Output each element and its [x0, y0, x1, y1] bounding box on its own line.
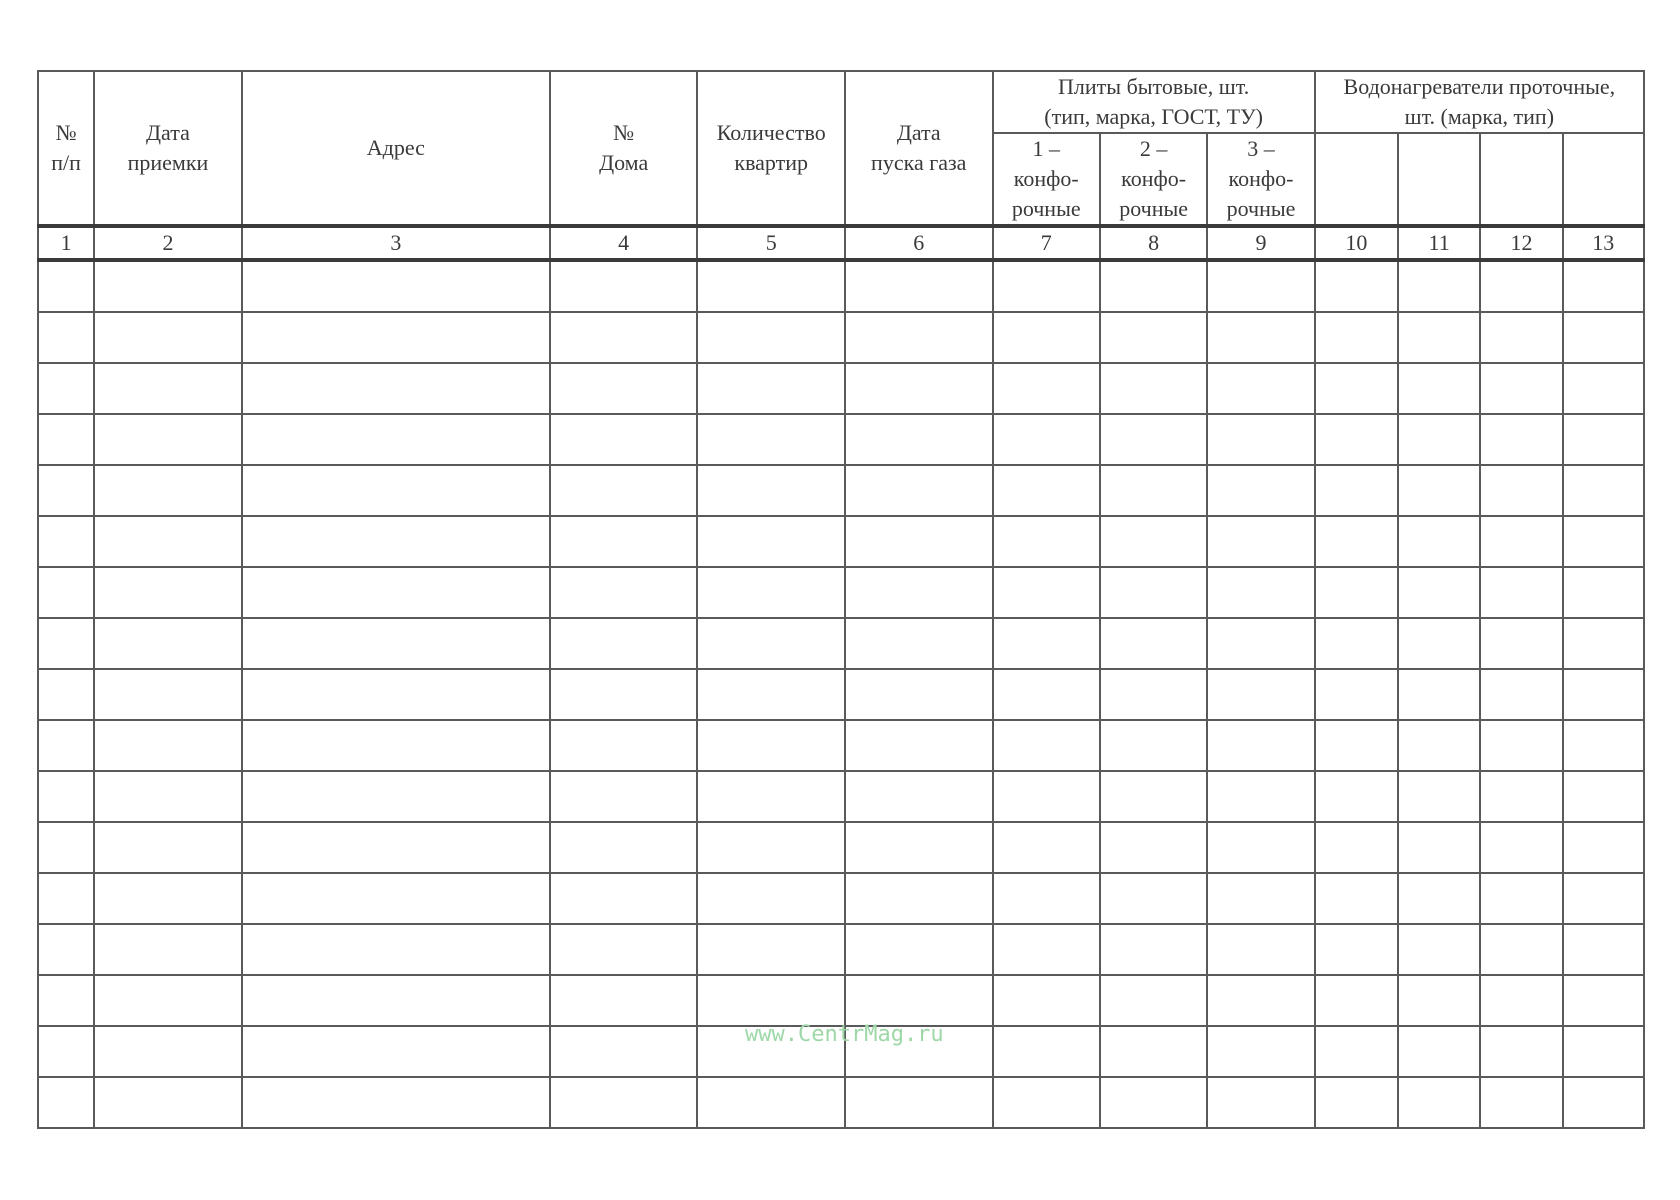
- table-cell[interactable]: [993, 414, 1100, 465]
- table-cell[interactable]: [1563, 312, 1644, 363]
- table-cell[interactable]: [94, 260, 242, 312]
- header-num-label: № п/п: [51, 120, 81, 175]
- table-cell[interactable]: [242, 516, 550, 567]
- table-cell[interactable]: [1315, 312, 1398, 363]
- table-cell[interactable]: [1207, 669, 1314, 720]
- table-cell[interactable]: [1480, 363, 1562, 414]
- table-cell[interactable]: [38, 873, 94, 924]
- table-cell[interactable]: [1100, 924, 1207, 975]
- table-cell[interactable]: [993, 363, 1100, 414]
- table-cell[interactable]: [1398, 1026, 1480, 1077]
- table-cell[interactable]: [845, 873, 993, 924]
- table-cell[interactable]: [1480, 516, 1562, 567]
- table-cell[interactable]: [845, 669, 993, 720]
- table-cell[interactable]: [1207, 260, 1314, 312]
- table-cell[interactable]: [993, 1026, 1100, 1077]
- header-stove-2: [1100, 133, 1207, 226]
- table-cell[interactable]: [1207, 771, 1314, 822]
- table-cell[interactable]: [1315, 822, 1398, 873]
- table-cell[interactable]: [697, 1026, 845, 1077]
- table-row: [38, 1026, 1644, 1077]
- table-cell[interactable]: [1315, 414, 1398, 465]
- table-cell[interactable]: [242, 771, 550, 822]
- table-cell[interactable]: [94, 618, 242, 669]
- table-cell[interactable]: [697, 567, 845, 618]
- table-cell[interactable]: [1480, 924, 1562, 975]
- table-row: [38, 414, 1644, 465]
- table-cell[interactable]: [1480, 260, 1562, 312]
- table-row: [38, 771, 1644, 822]
- table-cell[interactable]: [1398, 873, 1480, 924]
- table-cell[interactable]: [845, 516, 993, 567]
- table-cell[interactable]: [1100, 822, 1207, 873]
- table-cell[interactable]: [1563, 618, 1644, 669]
- header-num: [38, 71, 94, 226]
- table-cell[interactable]: [242, 975, 550, 1026]
- table-cell[interactable]: [1398, 363, 1480, 414]
- table-cell[interactable]: [1207, 363, 1314, 414]
- table-cell[interactable]: [993, 873, 1100, 924]
- table-cell[interactable]: [1480, 567, 1562, 618]
- table-cell[interactable]: [1480, 771, 1562, 822]
- table-cell[interactable]: [993, 465, 1100, 516]
- column-number: 6: [845, 226, 993, 260]
- header-stoves-group-label: Плиты бытовые, шт. (тип, марка, ГОСТ, ТУ): [1044, 74, 1263, 129]
- table-cell[interactable]: [1100, 1026, 1207, 1077]
- table-cell[interactable]: [550, 975, 698, 1026]
- header-stoves-group: [993, 71, 1315, 133]
- table-row: [38, 465, 1644, 516]
- table-cell[interactable]: [550, 1026, 698, 1077]
- table-cell[interactable]: [697, 618, 845, 669]
- table-cell[interactable]: [1563, 1077, 1644, 1128]
- table-cell[interactable]: [1398, 312, 1480, 363]
- table-cell[interactable]: [1480, 873, 1562, 924]
- table-cell[interactable]: [94, 822, 242, 873]
- table-cell[interactable]: [1207, 516, 1314, 567]
- table-cell[interactable]: [38, 618, 94, 669]
- table-cell[interactable]: [845, 924, 993, 975]
- column-number: 2: [94, 226, 242, 260]
- table-cell[interactable]: [697, 363, 845, 414]
- table-cell[interactable]: [845, 1077, 993, 1128]
- table-cell[interactable]: [38, 720, 94, 771]
- table-cell[interactable]: [38, 669, 94, 720]
- table-cell[interactable]: [550, 567, 698, 618]
- table-cell[interactable]: [1315, 669, 1398, 720]
- header-stove-1-label: 1 – конфо- рочные: [1011, 136, 1081, 221]
- column-number: 11: [1398, 226, 1480, 260]
- table-cell[interactable]: [1315, 363, 1398, 414]
- table-cell[interactable]: [1100, 618, 1207, 669]
- header-heaters-group: [1315, 71, 1644, 133]
- table-cell[interactable]: [1398, 822, 1480, 873]
- column-number: 8: [1100, 226, 1207, 260]
- table-cell[interactable]: [550, 1077, 698, 1128]
- header-house: [550, 71, 698, 226]
- table-cell[interactable]: [1315, 618, 1398, 669]
- table-cell[interactable]: [1315, 516, 1398, 567]
- table-cell[interactable]: [1398, 567, 1480, 618]
- table-cell[interactable]: [550, 363, 698, 414]
- table-cell[interactable]: [1315, 567, 1398, 618]
- table-cell[interactable]: [845, 975, 993, 1026]
- table-cell[interactable]: [550, 414, 698, 465]
- table-cell[interactable]: [1315, 924, 1398, 975]
- table-cell[interactable]: [94, 720, 242, 771]
- table-cell[interactable]: [94, 312, 242, 363]
- table-cell[interactable]: [550, 312, 698, 363]
- table-cell[interactable]: [1563, 465, 1644, 516]
- table-cell[interactable]: [1398, 771, 1480, 822]
- table-cell[interactable]: [242, 1077, 550, 1128]
- table-cell[interactable]: [845, 465, 993, 516]
- table-cell[interactable]: [1315, 1077, 1398, 1128]
- table-cell[interactable]: [1398, 516, 1480, 567]
- table-cell[interactable]: [1100, 873, 1207, 924]
- table-cell[interactable]: [845, 720, 993, 771]
- table-cell[interactable]: [550, 618, 698, 669]
- header-heater-4: [1563, 133, 1644, 226]
- table-cell[interactable]: [1207, 414, 1314, 465]
- table-cell[interactable]: [1398, 1077, 1480, 1128]
- table-cell[interactable]: [94, 1026, 242, 1077]
- table-row: [38, 618, 1644, 669]
- header-date-accept: [94, 71, 242, 226]
- table-cell[interactable]: [1398, 720, 1480, 771]
- table-cell[interactable]: [1207, 567, 1314, 618]
- table-cell[interactable]: [1480, 1077, 1562, 1128]
- table-row: [38, 822, 1644, 873]
- table-cell[interactable]: [242, 1026, 550, 1077]
- table-cell[interactable]: [993, 1077, 1100, 1128]
- table-cell[interactable]: [1315, 465, 1398, 516]
- table-cell[interactable]: [1398, 260, 1480, 312]
- table-row: [38, 567, 1644, 618]
- table-cell[interactable]: [550, 924, 698, 975]
- table-cell[interactable]: [1480, 975, 1562, 1026]
- table-cell[interactable]: [94, 924, 242, 975]
- table-cell[interactable]: [1563, 414, 1644, 465]
- header-apartments: [697, 71, 845, 226]
- table-cell[interactable]: [550, 516, 698, 567]
- table-cell[interactable]: [38, 363, 94, 414]
- table-cell[interactable]: [993, 822, 1100, 873]
- table-cell[interactable]: [1315, 720, 1398, 771]
- column-number: 5: [697, 226, 845, 260]
- table-cell[interactable]: [1480, 618, 1562, 669]
- column-number: 10: [1315, 226, 1398, 260]
- table-cell[interactable]: [1563, 567, 1644, 618]
- table-cell[interactable]: [550, 260, 698, 312]
- table-cell[interactable]: [1207, 618, 1314, 669]
- table-cell[interactable]: [550, 873, 698, 924]
- table-cell[interactable]: [845, 363, 993, 414]
- table-cell[interactable]: [1480, 1026, 1562, 1077]
- table-cell[interactable]: [1563, 771, 1644, 822]
- table-row: [38, 312, 1644, 363]
- table-cell[interactable]: [94, 465, 242, 516]
- table-row: [38, 975, 1644, 1026]
- table-cell[interactable]: [242, 669, 550, 720]
- table-cell[interactable]: [1563, 1026, 1644, 1077]
- table-cell[interactable]: [1207, 873, 1314, 924]
- table-cell[interactable]: [38, 260, 94, 312]
- table-cell[interactable]: [1563, 873, 1644, 924]
- header-gas-start-label: Дата пуска газа: [871, 120, 967, 175]
- table-cell[interactable]: [550, 771, 698, 822]
- table-cell[interactable]: [1207, 975, 1314, 1026]
- header-heater-2: [1398, 133, 1480, 226]
- table-cell[interactable]: [697, 516, 845, 567]
- table-cell[interactable]: [697, 975, 845, 1026]
- table-cell[interactable]: [1563, 260, 1644, 312]
- table-cell[interactable]: [1398, 465, 1480, 516]
- table-cell[interactable]: [1563, 363, 1644, 414]
- table-cell[interactable]: [242, 312, 550, 363]
- table-cell[interactable]: [94, 1077, 242, 1128]
- table-cell[interactable]: [993, 618, 1100, 669]
- table-cell[interactable]: [38, 1026, 94, 1077]
- table-row: [38, 363, 1644, 414]
- table-cell[interactable]: [993, 771, 1100, 822]
- table-cell[interactable]: [1100, 771, 1207, 822]
- watermark-text: www.CentrMag.ru: [745, 1022, 944, 1047]
- table-cell[interactable]: [1100, 975, 1207, 1026]
- header-stove-3-label: 3 – конфо- рочные: [1226, 136, 1296, 221]
- table-cell[interactable]: [94, 771, 242, 822]
- table-cell[interactable]: [1315, 771, 1398, 822]
- table-cell[interactable]: [993, 260, 1100, 312]
- header-heaters-group-label: Водонагреватели проточные, шт. (марка, тип): [1343, 74, 1616, 129]
- table-row: [38, 924, 1644, 975]
- table-cell[interactable]: [697, 669, 845, 720]
- table-cell[interactable]: [1100, 720, 1207, 771]
- table-cell[interactable]: [697, 414, 845, 465]
- table-cell[interactable]: [993, 669, 1100, 720]
- table-cell[interactable]: [697, 1077, 845, 1128]
- table-cell[interactable]: [1398, 924, 1480, 975]
- table-row: [38, 873, 1644, 924]
- table-cell[interactable]: [1100, 516, 1207, 567]
- table-cell[interactable]: [94, 567, 242, 618]
- table-cell[interactable]: [242, 567, 550, 618]
- table-cell[interactable]: [845, 414, 993, 465]
- table-cell[interactable]: [38, 822, 94, 873]
- table-cell[interactable]: [242, 363, 550, 414]
- column-number: 1: [38, 226, 94, 260]
- column-number-row: [38, 226, 1644, 260]
- table-cell[interactable]: [1480, 312, 1562, 363]
- table-cell[interactable]: [1315, 1026, 1398, 1077]
- table-cell[interactable]: [242, 465, 550, 516]
- table-cell[interactable]: [550, 465, 698, 516]
- table-cell[interactable]: [993, 924, 1100, 975]
- table-cell[interactable]: [1563, 975, 1644, 1026]
- table-cell[interactable]: [993, 567, 1100, 618]
- header-heater-1: [1315, 133, 1398, 226]
- table-cell[interactable]: [845, 822, 993, 873]
- table-cell[interactable]: [550, 822, 698, 873]
- column-number: 9: [1207, 226, 1314, 260]
- table-cell[interactable]: [1563, 669, 1644, 720]
- table-cell[interactable]: [1480, 465, 1562, 516]
- table-cell[interactable]: [242, 924, 550, 975]
- table-cell[interactable]: [1480, 720, 1562, 771]
- table-row: [38, 669, 1644, 720]
- header-apartments-label: Количество квартир: [716, 120, 826, 175]
- table-cell[interactable]: [38, 516, 94, 567]
- table-cell[interactable]: [845, 771, 993, 822]
- table-cell[interactable]: [1207, 1077, 1314, 1128]
- table-cell[interactable]: [550, 720, 698, 771]
- table-cell[interactable]: [697, 720, 845, 771]
- table-cell[interactable]: [1207, 720, 1314, 771]
- table-cell[interactable]: [697, 924, 845, 975]
- table-cell[interactable]: [94, 516, 242, 567]
- table-cell[interactable]: [1207, 1026, 1314, 1077]
- table-row: [38, 1077, 1644, 1128]
- table-cell[interactable]: [845, 312, 993, 363]
- table-cell[interactable]: [697, 260, 845, 312]
- column-number: 13: [1563, 226, 1644, 260]
- table-cell[interactable]: [1100, 312, 1207, 363]
- table-row: [38, 516, 1644, 567]
- table-cell[interactable]: [1480, 414, 1562, 465]
- table-cell[interactable]: [1100, 669, 1207, 720]
- table-cell[interactable]: [94, 669, 242, 720]
- table-row: [38, 720, 1644, 771]
- column-number: 4: [550, 226, 698, 260]
- table-cell[interactable]: [38, 1077, 94, 1128]
- table-cell[interactable]: [1207, 822, 1314, 873]
- header-stove-2-label: 2 – конфо- рочные: [1119, 136, 1189, 221]
- column-number: 7: [993, 226, 1100, 260]
- table-cell[interactable]: [94, 414, 242, 465]
- table-cell[interactable]: [242, 873, 550, 924]
- table-cell[interactable]: [242, 414, 550, 465]
- table-cell[interactable]: [38, 414, 94, 465]
- table-cell[interactable]: [242, 720, 550, 771]
- header-heater-3: [1480, 133, 1562, 226]
- table-cell[interactable]: [845, 260, 993, 312]
- table-cell[interactable]: [1398, 618, 1480, 669]
- header-stove-3: [1207, 133, 1314, 226]
- table-cell[interactable]: [697, 771, 845, 822]
- gas-acceptance-register-table: [37, 70, 1645, 1129]
- table-cell[interactable]: [1563, 822, 1644, 873]
- table-cell[interactable]: [242, 822, 550, 873]
- column-number: 12: [1480, 226, 1562, 260]
- table-cell[interactable]: [1100, 363, 1207, 414]
- table-cell[interactable]: [1207, 312, 1314, 363]
- table-cell[interactable]: [1100, 1077, 1207, 1128]
- table-cell[interactable]: [38, 567, 94, 618]
- table-cell[interactable]: [993, 516, 1100, 567]
- table-cell[interactable]: [845, 1026, 993, 1077]
- table-cell[interactable]: [1480, 822, 1562, 873]
- table-cell[interactable]: [1100, 414, 1207, 465]
- table-cell[interactable]: [1398, 414, 1480, 465]
- header-gas-start: [845, 71, 993, 226]
- header-address-label: Адрес: [366, 135, 425, 160]
- table-cell[interactable]: [242, 260, 550, 312]
- table-cell[interactable]: [1315, 873, 1398, 924]
- table-cell[interactable]: [1563, 720, 1644, 771]
- table-cell[interactable]: [94, 873, 242, 924]
- table-cell[interactable]: [1100, 465, 1207, 516]
- column-number: 3: [242, 226, 550, 260]
- table-cell[interactable]: [1398, 975, 1480, 1026]
- table-cell[interactable]: [38, 975, 94, 1026]
- table-cell[interactable]: [993, 720, 1100, 771]
- table-cell[interactable]: [697, 873, 845, 924]
- table-cell[interactable]: [845, 567, 993, 618]
- header-house-label: № Дома: [599, 120, 649, 175]
- table-cell[interactable]: [697, 822, 845, 873]
- table-cell[interactable]: [94, 363, 242, 414]
- header-stove-1: [993, 133, 1100, 226]
- table-cell[interactable]: [38, 465, 94, 516]
- header-address: [242, 71, 550, 226]
- table-cell[interactable]: [1100, 567, 1207, 618]
- header-date-accept-label: Дата приемки: [127, 120, 209, 175]
- table-cell[interactable]: [993, 975, 1100, 1026]
- table-cell[interactable]: [697, 312, 845, 363]
- table-cell[interactable]: [1207, 465, 1314, 516]
- table-cell[interactable]: [242, 618, 550, 669]
- table-cell[interactable]: [1563, 924, 1644, 975]
- table-cell[interactable]: [1563, 516, 1644, 567]
- table-cell[interactable]: [550, 669, 698, 720]
- table-cell[interactable]: [1315, 975, 1398, 1026]
- table-cell[interactable]: [94, 975, 242, 1026]
- table-row: [38, 260, 1644, 312]
- table-cell[interactable]: [1207, 924, 1314, 975]
- table-cell[interactable]: [38, 312, 94, 363]
- table-cell[interactable]: [38, 924, 94, 975]
- table-cell[interactable]: [845, 618, 993, 669]
- table-cell[interactable]: [993, 312, 1100, 363]
- table-cell[interactable]: [1100, 260, 1207, 312]
- table-cell[interactable]: [1398, 669, 1480, 720]
- table-cell[interactable]: [697, 465, 845, 516]
- table-cell[interactable]: [1315, 260, 1398, 312]
- table-cell[interactable]: [1480, 669, 1562, 720]
- table-cell[interactable]: [38, 771, 94, 822]
